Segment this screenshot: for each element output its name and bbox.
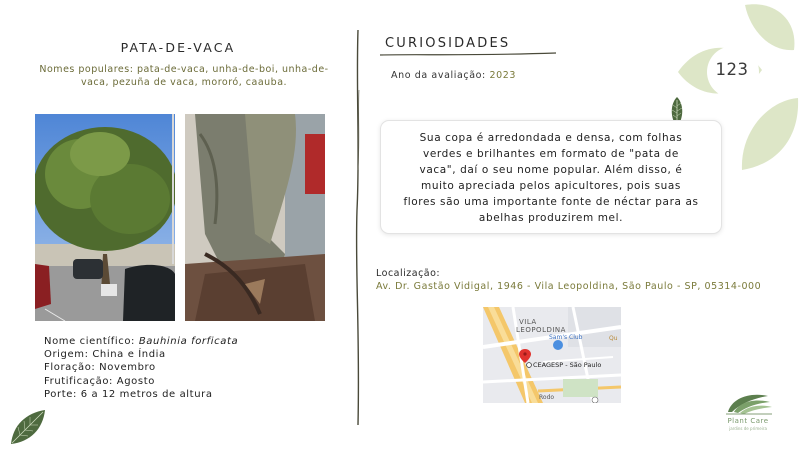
map-poi-main: CEAGESP - São Paulo	[533, 361, 602, 369]
location-address: Av. Dr. Gastão Vidigal, 1946 - Vila Leopoldina, São Paulo - SP, 05314-000	[376, 281, 762, 292]
leaf-bottom-shape	[742, 98, 798, 170]
brand-tagline: jardins de primeira	[729, 426, 767, 431]
plant-title: PATA-DE-VACA	[120, 40, 236, 55]
title-underline	[378, 50, 558, 60]
shield-marker	[592, 397, 598, 403]
curiosities-title: CURIOSIDADES	[385, 36, 511, 51]
brand-name: Plant Care	[727, 417, 769, 425]
location-label: Localização:	[376, 268, 441, 279]
map-poi-store: Sam's Club	[549, 334, 583, 341]
map-district-label-2: LEOPOLDINA	[516, 326, 566, 334]
origin: Origem: China e Índia	[44, 349, 166, 361]
column-divider	[352, 30, 364, 425]
plant-facts	[44, 335, 238, 401]
map-district-label-1: VILA	[519, 318, 537, 326]
fruiting: Frutificação: Agosto	[44, 375, 155, 387]
page-number: 123	[715, 60, 749, 79]
tree-photo	[35, 114, 175, 321]
popular-names: Nomes populares: pata-de-vaca, unha-de-boi, unha-de-vaca, pezuña de vaca, mororó, caauba.	[39, 64, 329, 88]
map-edge-letter: Qu	[609, 335, 618, 342]
plant-care-logo	[720, 390, 776, 416]
size: Porte: 6 a 12 metros de altura	[44, 388, 213, 400]
map-road-label: Rodo	[539, 394, 555, 401]
flowering: Floração: Novembro	[44, 362, 156, 374]
location-map[interactable]	[483, 307, 621, 403]
curiosity-card	[380, 120, 722, 234]
evaluation-year: Ano da avaliação: 2023	[391, 70, 517, 81]
bottom-left-leaf-icon	[8, 407, 48, 447]
trunk-photo	[185, 114, 325, 321]
curiosity-text: Sua copa é arredondada e densa, com folhas verdes e brilhantes em formato de "pata de vaca", daí o seu nome popular. Além disso, é muito apreciada pelos apicultores, pois suas flores são uma importante fonte de néctar para as abelhas produzirem mel.	[403, 132, 699, 224]
map-poi-marker	[527, 363, 532, 368]
leaf-top-shape	[745, 4, 794, 50]
scientific-name: Nome científico: Bauhinia forficata	[44, 336, 239, 347]
